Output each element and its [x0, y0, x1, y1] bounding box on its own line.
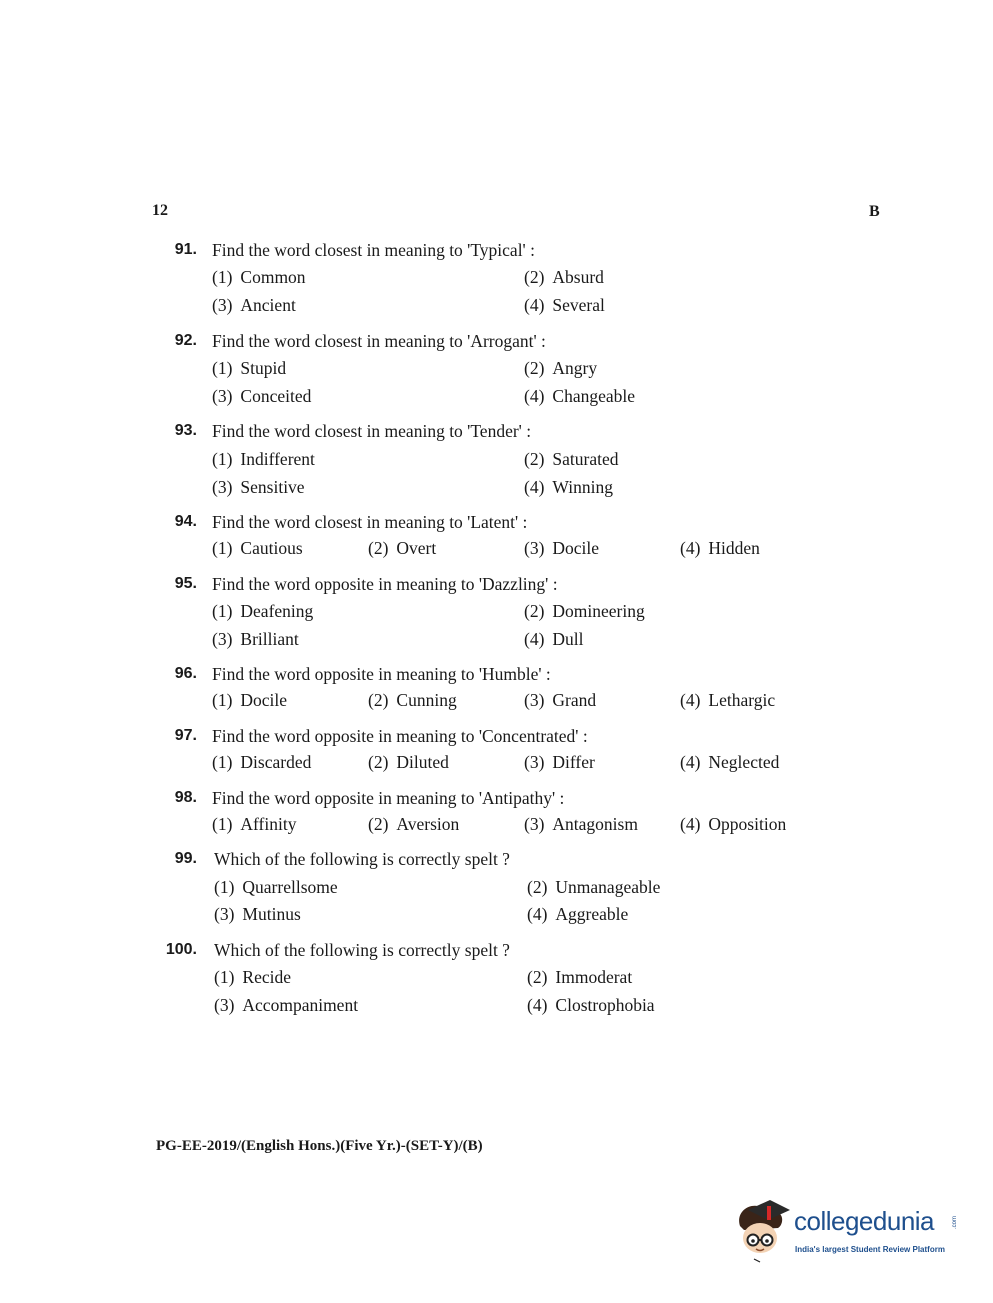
page-number: 12 [152, 202, 168, 219]
option-3: (3) Brilliant [212, 629, 299, 649]
question-number: 93. [174, 422, 197, 439]
option-2: (2) Unmanageable [527, 877, 661, 897]
question-number: 95. [174, 575, 197, 592]
question-number: 97. [174, 727, 197, 744]
mascot-icon [734, 1196, 794, 1264]
logo-suffix: .com [952, 1215, 958, 1229]
option-1: (1) Stupid [212, 358, 287, 378]
option-1: (1) Recide [214, 967, 291, 987]
option-3: (3) Conceited [212, 386, 312, 406]
question-number: 100. [165, 941, 197, 958]
question-text: Find the word closest in meaning to 'Arrogant' : [212, 331, 546, 351]
option-2: (2) Cunning [368, 690, 457, 710]
option-2: (2) Overt [368, 538, 437, 558]
option-2: (2) Angry [524, 358, 598, 378]
question-text: Which of the following is correctly spelt ? [214, 940, 510, 960]
option-1: (1) Quarrellsome [214, 877, 338, 897]
exam-code: PG-EE-2019/(English Hons.)(Five Yr.)-(SET-Y)/(B) [156, 1138, 483, 1154]
option-1: (1) Affinity [212, 814, 297, 834]
question-text: Find the word closest in meaning to 'Typical' : [212, 240, 535, 260]
question-text: Find the word opposite in meaning to 'Concentrated' : [212, 726, 588, 746]
option-4: (4) Clostrophobia [527, 995, 655, 1015]
logo-tagline: India's largest Student Review Platform [795, 1245, 945, 1254]
option-1: (1) Deafening [212, 601, 314, 621]
option-2: (2) Aversion [368, 814, 460, 834]
question-text: Find the word closest in meaning to 'Tender' : [212, 421, 532, 441]
option-1: (1) Docile [212, 690, 288, 710]
option-1: (1) Cautious [212, 538, 303, 558]
option-1: (1) Common [212, 267, 306, 287]
option-3: (3) Antagonism [524, 814, 638, 834]
question-number: 96. [174, 665, 197, 682]
set-code: B [869, 203, 880, 220]
option-4: (4) Lethargic [680, 690, 776, 710]
question-number: 94. [174, 513, 197, 530]
option-3: (3) Accompaniment [214, 995, 359, 1015]
option-4: (4) Neglected [680, 752, 780, 772]
option-4: (4) Several [524, 295, 605, 315]
option-4: (4) Changeable [524, 386, 636, 406]
option-2: (2) Diluted [368, 752, 449, 772]
option-3: (3) Grand [524, 690, 597, 710]
option-4: (4) Aggreable [527, 904, 629, 924]
question-number: 92. [174, 332, 197, 349]
option-2: (2) Immoderat [527, 967, 633, 987]
option-4: (4) Opposition [680, 814, 787, 834]
question-text: Find the word opposite in meaning to 'Antipathy' : [212, 788, 565, 808]
option-2: (2) Saturated [524, 449, 619, 469]
option-1: (1) Discarded [212, 752, 312, 772]
option-3: (3) Mutinus [214, 904, 301, 924]
question-text: Find the word opposite in meaning to 'Dazzling' : [212, 574, 558, 594]
question-number: 99. [174, 850, 197, 867]
logo-wordmark: collegedunia [794, 1206, 935, 1236]
question-text: Find the word closest in meaning to 'Latent' : [212, 512, 528, 532]
question-text: Find the word opposite in meaning to 'Humble' : [212, 664, 551, 684]
option-1: (1) Indifferent [212, 449, 315, 469]
option-3: (3) Sensitive [212, 477, 305, 497]
option-4: (4) Winning [524, 477, 613, 497]
option-2: (2) Absurd [524, 267, 604, 287]
option-4: (4) Dull [524, 629, 584, 649]
collegedunia-logo[interactable] [734, 1196, 964, 1264]
option-3: (3) Differ [524, 752, 595, 772]
question-number: 98. [174, 789, 197, 806]
option-4: (4) Hidden [680, 538, 760, 558]
option-2: (2) Domineering [524, 601, 645, 621]
question-text: Which of the following is correctly spelt ? [214, 849, 510, 869]
option-3: (3) Docile [524, 538, 600, 558]
question-number: 91. [174, 241, 197, 258]
option-3: (3) Ancient [212, 295, 296, 315]
